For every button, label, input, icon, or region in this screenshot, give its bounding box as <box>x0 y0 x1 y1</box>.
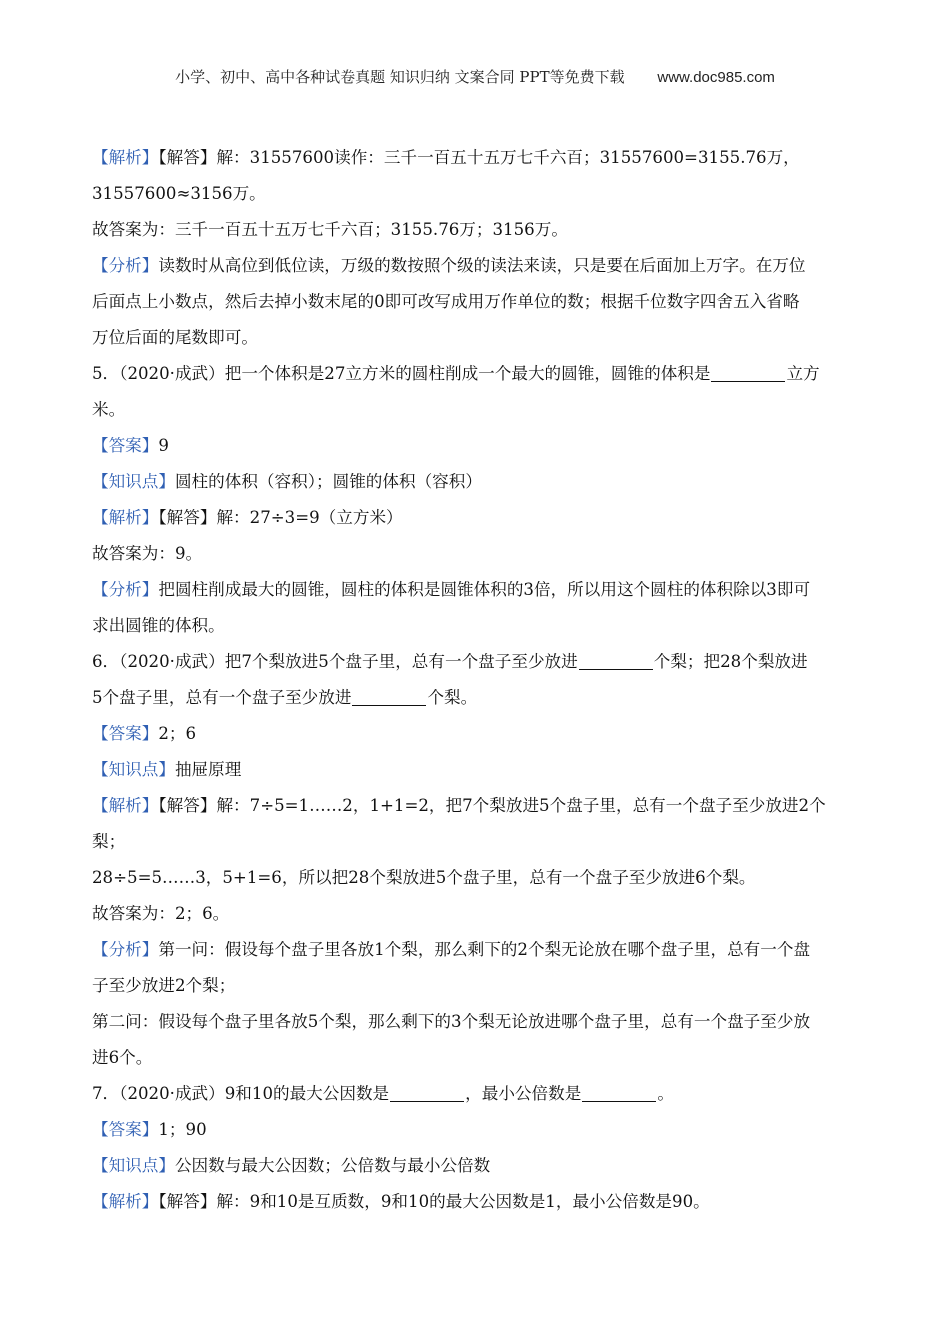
q4-fenxi-line1: 【分析】读数时从高位到低位读，万级的数按照个级的读法来读，只是要在后面加上万字。在万位 <box>92 256 806 275</box>
q5-answer: 【答案】9 <box>92 436 169 455</box>
tag-zhishidian: 【知识点】 <box>92 760 175 779</box>
answer-blank <box>352 685 426 706</box>
header-site-link[interactable]: www.doc985.com <box>657 69 775 86</box>
q6-fenxi-line1: 【分析】第一问：假设每个盘子里各放1个梨，那么剩下的2个梨无论放在哪个盘子里，总有一个盘 <box>92 940 811 959</box>
q4-jiexi-line2: 31557600≈3156万。 <box>92 184 266 203</box>
q7-stem: 7．（2020·成武）9和10的最大公因数是 ，最小公倍数是 。 <box>92 1076 864 1112</box>
tag-fenxi: 【分析】 <box>92 580 159 599</box>
document-body <box>92 140 864 1220</box>
q5-fenxi-line1: 【分析】把圆柱削成最大的圆锥，圆柱的体积是圆锥体积的3倍，所以用这个圆柱的体积除以3即可 <box>92 580 811 599</box>
tag-fenxi: 【分析】 <box>92 256 159 275</box>
q5-fenxi-line2: 求出圆锥的体积。 <box>92 616 225 635</box>
q7-answer: 【答案】1；90 <box>92 1120 207 1139</box>
q6-stem-line1: 6．（2020·成武）把7个梨放进5个盘子里，总有一个盘子至少放进 个梨；把28个梨放进 <box>92 644 864 680</box>
q5-jiexi: 【解析】【解答】解：27÷3=9（立方米） <box>92 508 403 527</box>
q7-jiexi: 【解析】【解答】解：9和10是互质数，9和10的最大公因数是1，最小公倍数是90。 <box>92 1192 710 1211</box>
tag-jiexi: 【解析】 <box>92 1192 159 1211</box>
q4-gudaan: 故答案为：三千一百五十五万七千六百；3155.76万；3156万。 <box>92 220 568 239</box>
q5-stem-line2: 米。 <box>92 400 126 419</box>
tag-daan: 【答案】 <box>92 436 159 455</box>
header-text: 小学、初中、高中各种试卷真题 知识归纳 文案合同 PPT等免费下载 <box>175 68 625 86</box>
tag-zhishidian: 【知识点】 <box>92 472 175 491</box>
q6-jiexi-line2: 梨； <box>92 832 126 851</box>
q6-fenxi-line2: 子至少放进2个梨； <box>92 976 236 995</box>
q5-stem-line1: 5．（2020·成武）把一个体积是27立方米的圆柱削成一个最大的圆锥，圆锥的体积是 立方 <box>92 356 864 392</box>
answer-blank <box>711 361 785 382</box>
answer-blank <box>390 1081 464 1102</box>
tag-fenxi: 【分析】 <box>92 940 159 959</box>
answer-blank <box>582 1081 656 1102</box>
q6-answer: 【答案】2；6 <box>92 724 197 743</box>
q6-jiexi-line3: 28÷5=5……3，5+1=6，所以把28个梨放进5个盘子里，总有一个盘子至少放进6个梨。 <box>92 868 756 887</box>
q4-jiexi-line1: 【解析】【解答】解：31557600读作：三千一百五十五万七千六百；31557600=3155.76万， <box>92 148 800 167</box>
q6-gudaan: 故答案为：2；6。 <box>92 904 230 923</box>
q6-stem-line2: 5个盘子里，总有一个盘子至少放进 个梨。 <box>92 680 864 716</box>
page-header <box>0 66 950 87</box>
tag-jiexi: 【解析】 <box>92 148 159 167</box>
tag-jiexi: 【解析】 <box>92 796 159 815</box>
answer-blank <box>579 649 653 670</box>
q7-knowledge: 【知识点】公因数与最大公因数；公倍数与最小公倍数 <box>92 1156 491 1175</box>
tag-jiexi: 【解析】 <box>92 508 159 527</box>
q5-gudaan: 故答案为：9。 <box>92 544 203 563</box>
q6-knowledge: 【知识点】抽屉原理 <box>92 760 242 779</box>
q6-jiexi-line1: 【解析】【解答】解：7÷5=1……2，1+1=2，把7个梨放进5个盘子里，总有一个盘子至少放进2个 <box>92 796 826 815</box>
q6-fenxi-line3: 第二问：假设每个盘子里各放5个梨，那么剩下的3个梨无论放进哪个盘子里，总有一个盘子至少放 <box>92 1012 811 1031</box>
q6-fenxi-line4: 进6个。 <box>92 1048 153 1067</box>
q5-knowledge: 【知识点】圆柱的体积（容积）；圆锥的体积（容积） <box>92 472 482 491</box>
tag-zhishidian: 【知识点】 <box>92 1156 175 1175</box>
tag-daan: 【答案】 <box>92 1120 159 1139</box>
q4-fenxi-line3: 万位后面的尾数即可。 <box>92 328 258 347</box>
q4-fenxi-line2: 后面点上小数点，然后去掉小数末尾的0即可改写成用万作单位的数；根据千位数字四舍五入省略 <box>92 292 800 311</box>
tag-daan: 【答案】 <box>92 724 159 743</box>
